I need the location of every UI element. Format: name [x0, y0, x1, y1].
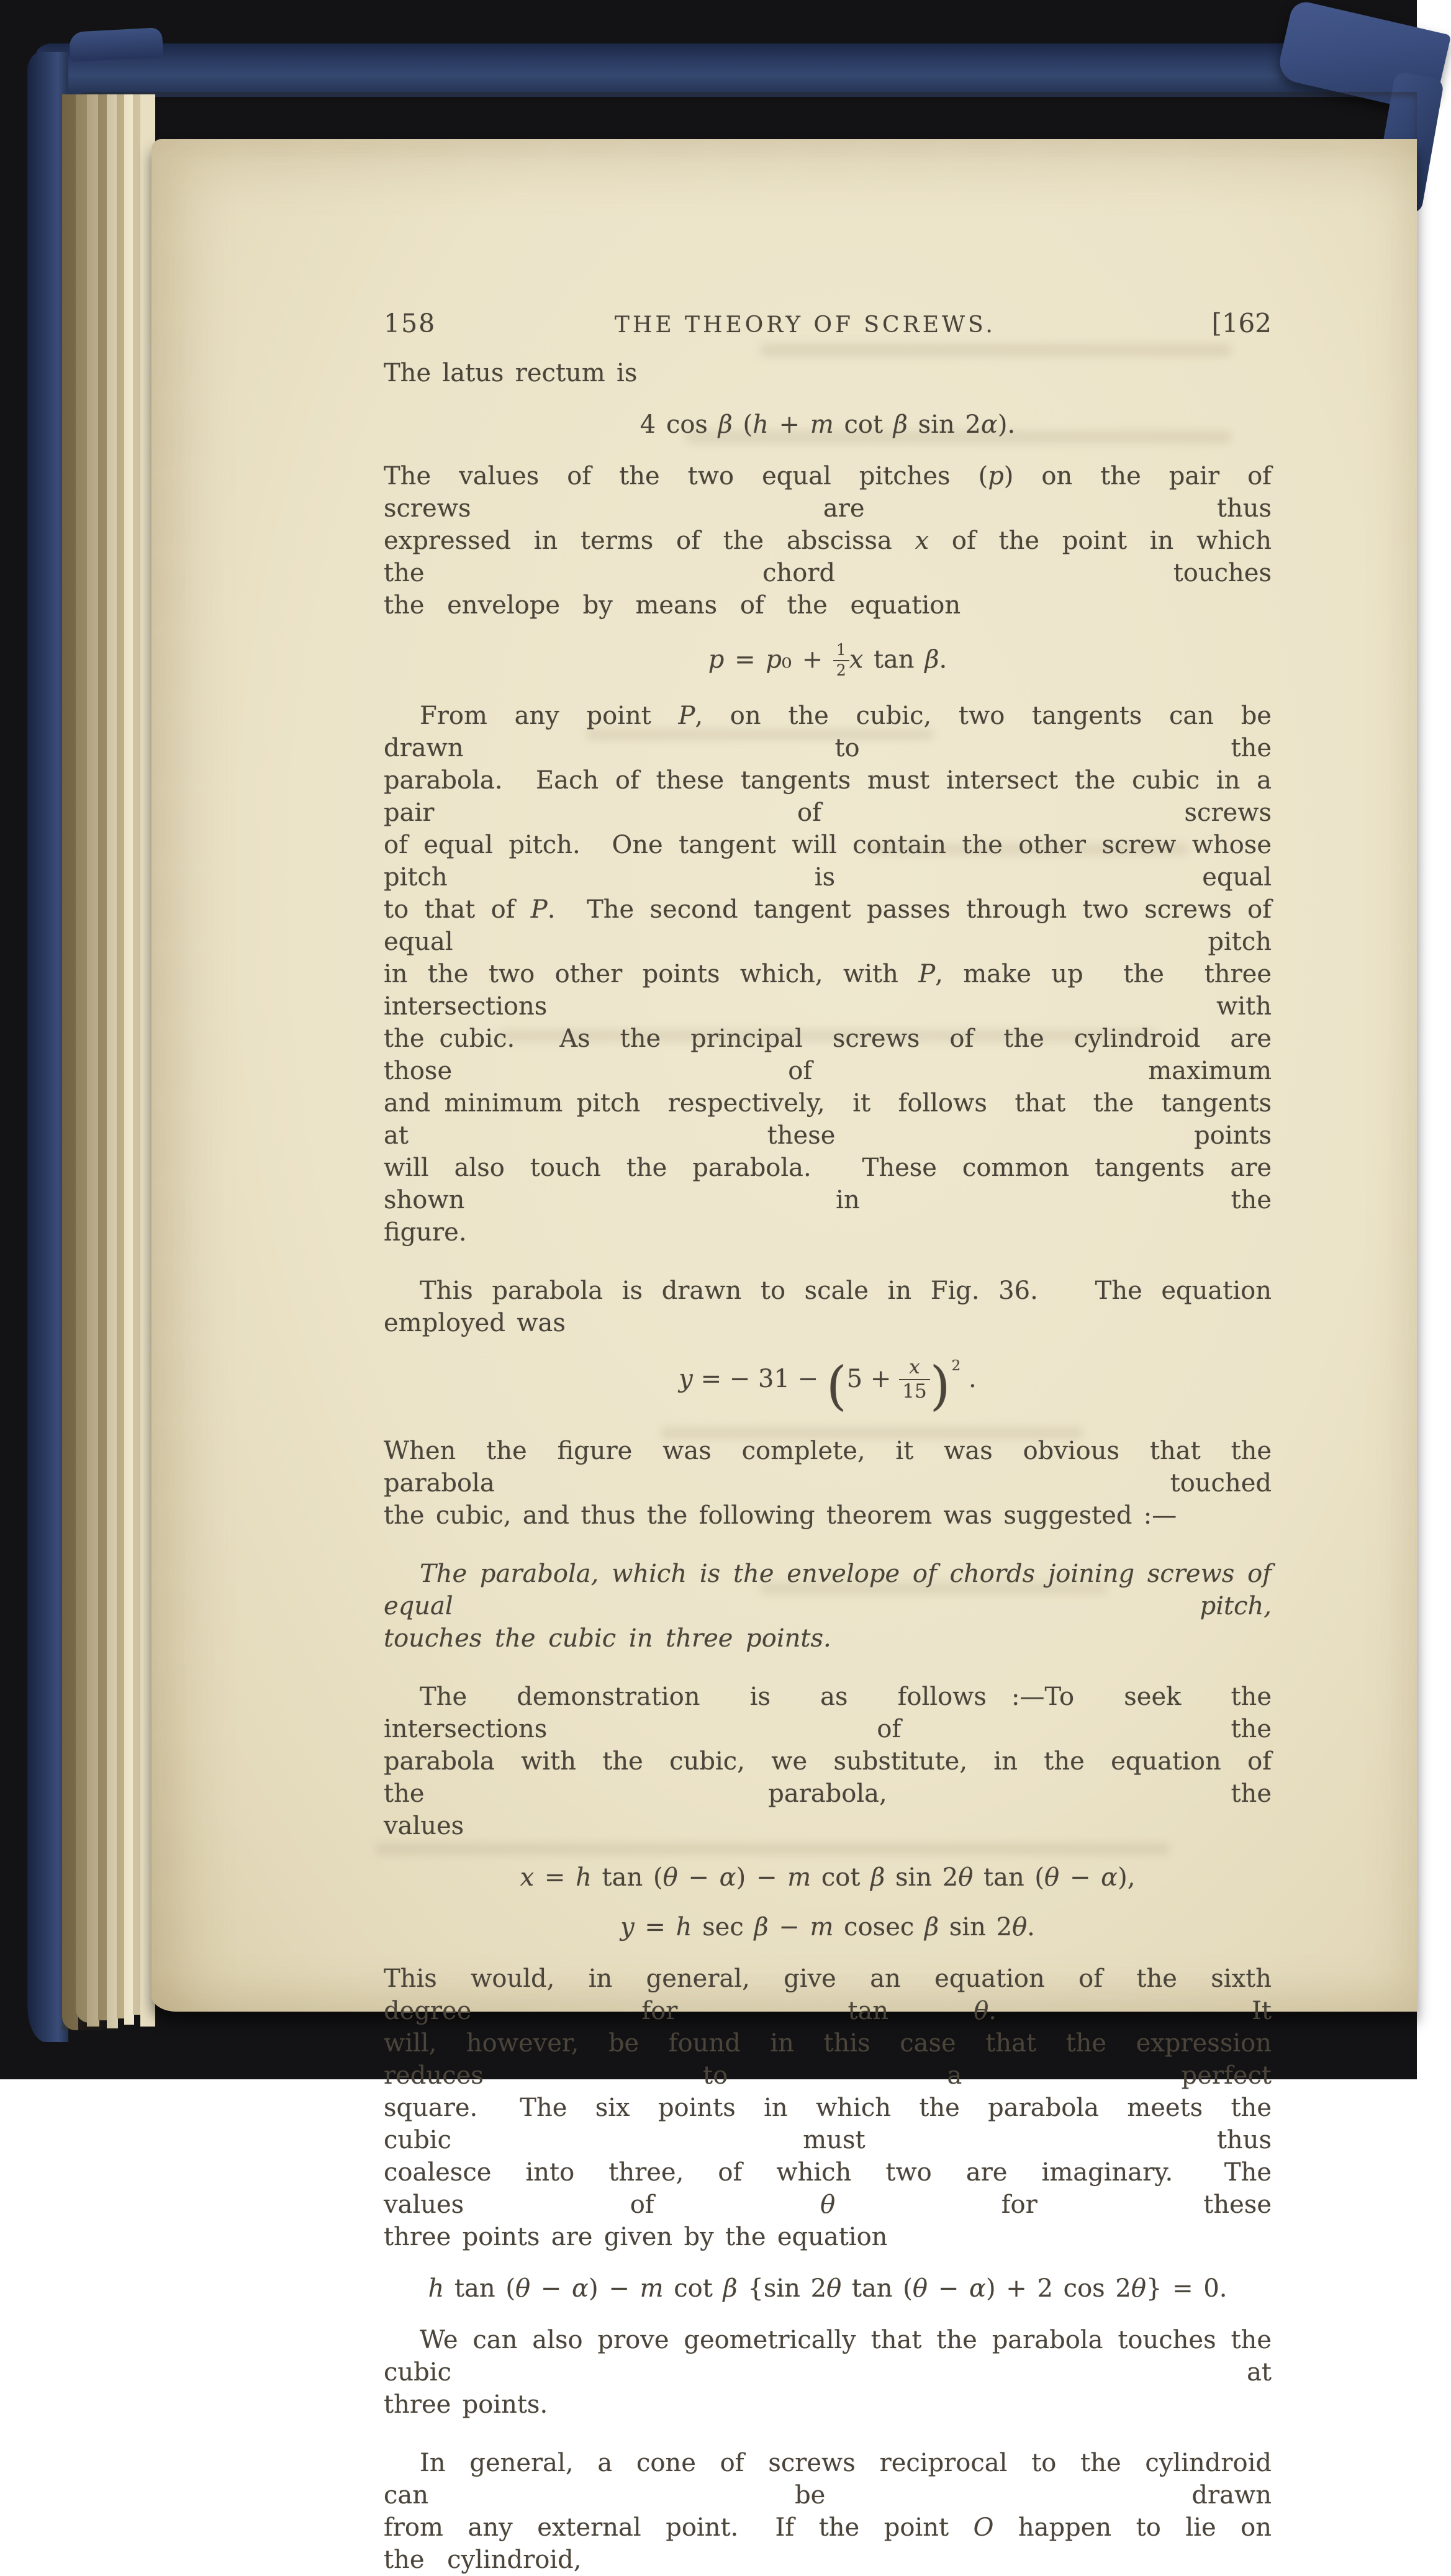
text-line: to that of P. The second tangent passes through two screws of equal pitch — [384, 895, 1295, 956]
text-line: the cubic, and thus the following theorem was suggested :— — [384, 1501, 1177, 1530]
text-line: The parabola, which is the envelope of chords joining screws of equal pitch, — [384, 1559, 1285, 1620]
paragraph — [384, 2324, 1283, 2421]
section-number: [162 — [1211, 308, 1272, 338]
formula: y = − 31 − (5 + $\frac{x}{15}$ )$^2$ . — [679, 1355, 977, 1416]
text-line: parabola with the cubic, we substitute, in the equation of the parabola, the — [384, 1747, 1295, 1808]
paragraph — [384, 2447, 1295, 2576]
book-cover-top-edge — [36, 43, 1417, 97]
page-number: 158 — [384, 309, 436, 338]
text-line: This would, in general, give an equation of the sixth degree for tan θ. It — [384, 1964, 1295, 2025]
paragraph — [384, 1681, 1295, 1842]
text-line: square. The six points in which the parabola meets the cubic must thus — [384, 2093, 1295, 2154]
text-line: coalesce into three, of which two are imaginary. The values of θ for these — [384, 2158, 1295, 2219]
running-head: THE THEORY OF SCREWS. — [614, 312, 996, 338]
text-line: The demonstration is as follows :—To seek the intersections of the — [384, 1682, 1295, 1743]
paragraph — [384, 1963, 1295, 2253]
theorem-paragraph — [384, 1558, 1285, 1655]
text-line: expressed in terms of the abscissa x of the point in which the chord touches — [384, 526, 1295, 587]
formula: h tan (θ − α) − m cot β {sin 2θ tan (θ − α) + 2 cos 2θ} = 0. — [428, 2274, 1227, 2303]
paragraph — [384, 460, 1295, 621]
text-line: We can also prove geometrically that the parabola touches the cubic at — [384, 2325, 1283, 2387]
text-line: touches the cubic in three points. — [384, 1624, 831, 1653]
text-line: parabola. Each of these tangents must intersect the cubic in a pair of screws — [384, 766, 1283, 827]
text-line: will, however, be found in this case that the expression reduces to a perfect — [384, 2028, 1295, 2090]
text-line: This parabola is drawn to scale in Fig. 36. The equation employed was — [384, 1276, 1283, 1337]
text-line: figure. — [384, 1218, 467, 1247]
page-edges-left — [62, 94, 155, 2030]
text-line: the cubic. As the principal screws of the cylindroid are those of maximum — [384, 1024, 1295, 1085]
running-header — [384, 308, 1272, 338]
text-line: three points are given by the equation — [384, 2222, 888, 2251]
paragraph — [384, 700, 1295, 1249]
text-line: In general, a cone of screws reciprocal to the cylindroid can be drawn — [384, 2448, 1295, 2510]
formula: 4 cos β (h + m cot β sin 2α). — [640, 410, 1016, 439]
text-line: The values of the two equal pitches (p) on the pair of screws are thus — [384, 462, 1295, 523]
paragraph — [384, 1275, 1283, 1339]
page-edges-top — [67, 92, 1417, 143]
formula: y = h sec β − m cosec β sin 2θ. — [620, 1912, 1035, 1941]
paragraph — [384, 357, 1272, 389]
text-line: in the two other points which, with P, make up the three intersections with — [384, 959, 1295, 1021]
text-line: and minimum pitch respectively, it follows that the tangents at these points — [384, 1088, 1295, 1150]
text-line: from any external point. If the point O happen to lie on the cylindroid, — [384, 2513, 1295, 2574]
text-block — [384, 308, 1295, 2576]
formula: x = h tan (θ − α) − m cot β sin 2θ tan (θ − α), — [520, 1863, 1136, 1892]
big-paren: ( — [826, 1355, 847, 1416]
text-line: three points. — [384, 2390, 548, 2419]
book-page — [151, 139, 1417, 2574]
text-line: The latus rectum is — [384, 359, 638, 387]
page-edge — [87, 94, 99, 2027]
text-line: When the figure was complete, it was obvious that the parabola touched — [384, 1436, 1295, 1498]
text-line: values — [384, 1811, 464, 1840]
formula: p = p₀ + $\frac{1}{2}$ x tan β. — [708, 641, 947, 679]
book-cover-corner — [69, 27, 163, 62]
big-paren: ) — [929, 1355, 951, 1416]
text-line: will also touch the parabola. These common tangents are shown in the — [384, 1153, 1295, 1214]
page-content — [384, 357, 1295, 2576]
text-line: From any point P, on the cubic, two tangents can be drawn to the — [384, 701, 1295, 762]
text-line: the envelope by means of the equation — [384, 591, 961, 620]
paragraph — [384, 1435, 1295, 1532]
text-line: of equal pitch. One tangent will contain the other screw whose pitch is equal — [384, 830, 1283, 892]
